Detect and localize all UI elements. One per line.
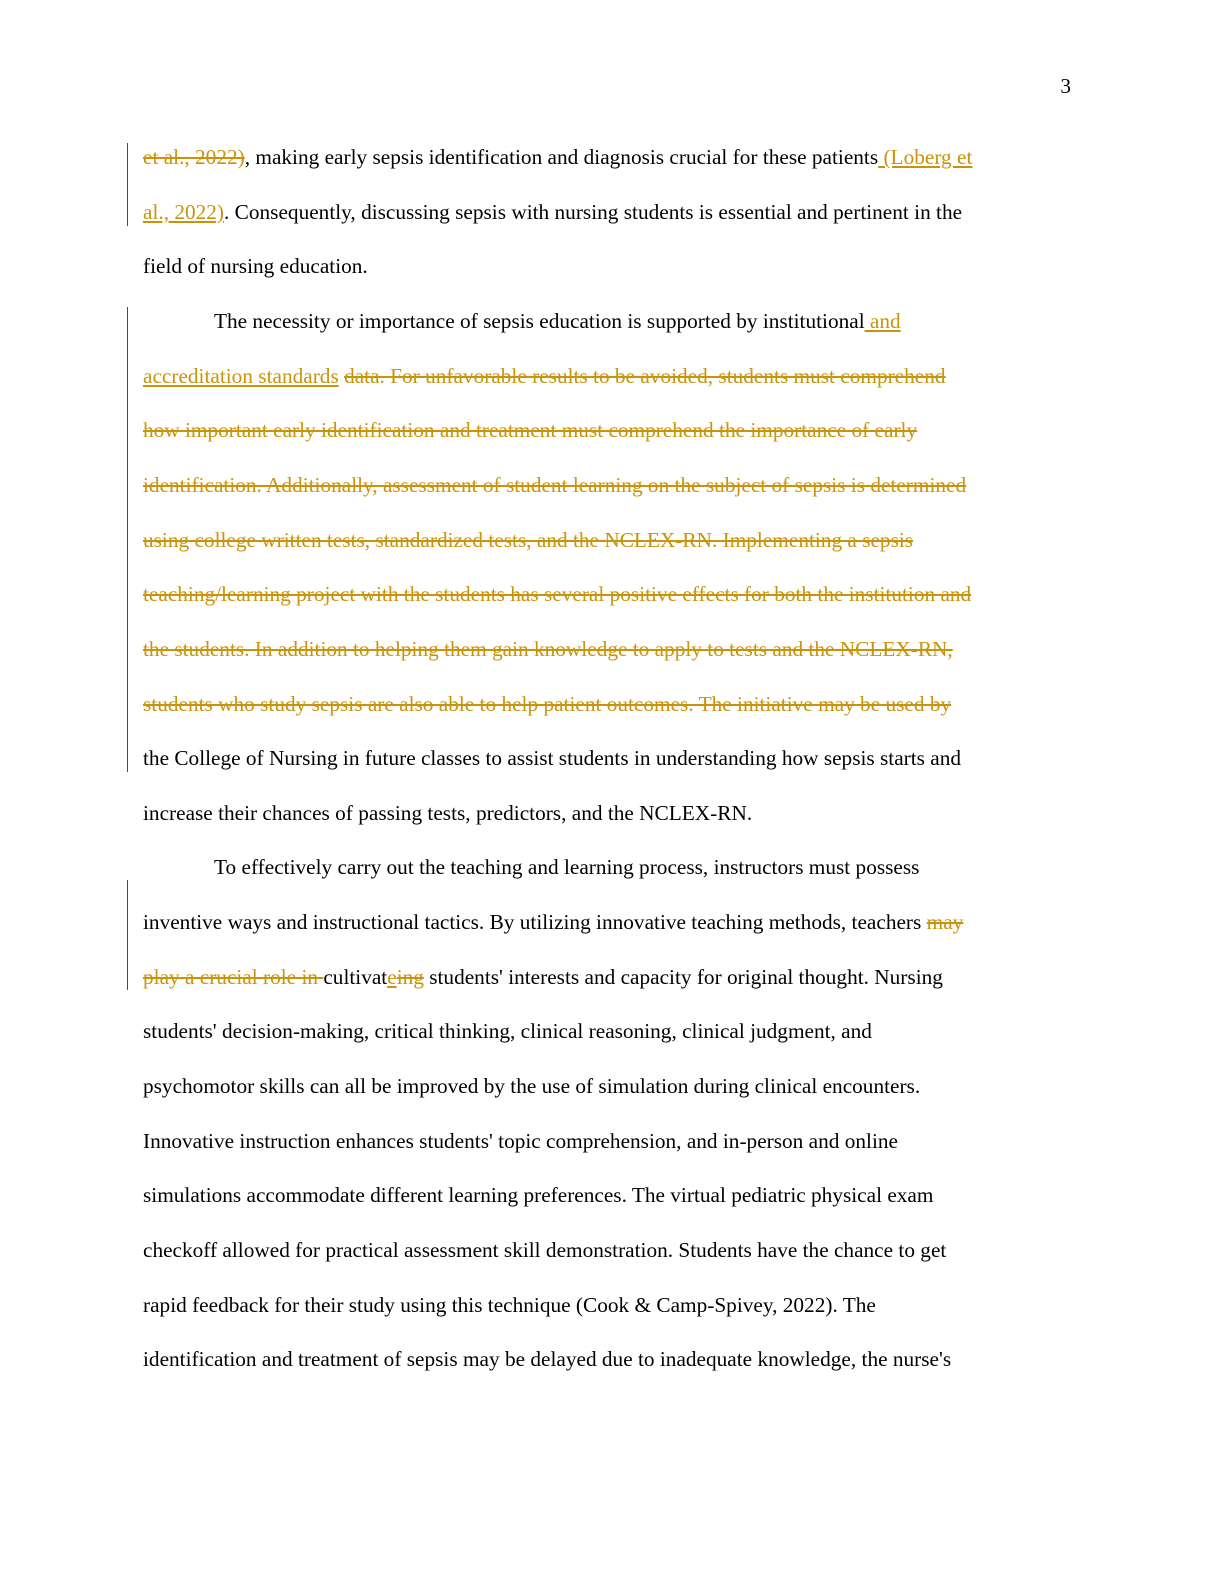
text-run: inventive ways and instructional tactics. By utilizing innovative teaching methods, teachers [143,910,927,935]
page-number: 3 [1060,74,1071,98]
text-line [143,800,752,826]
text-line [214,308,901,334]
text-run: checkoff allowed for practical assessment skill demonstration. Students have the chance to get [143,1238,947,1262]
deleted-text: play a crucial role in [143,964,324,989]
text-line [143,472,966,498]
inserted-text: e [387,964,397,989]
text-line [143,636,953,662]
inserted-text: and [864,308,901,333]
text-line [143,1182,933,1208]
deleted-text: identification. Additionally, assessment of student learning on the subject of sepsis is determined [143,472,967,497]
deleted-text: data. For unfavorable results to be avoided, students must comprehend [344,363,946,388]
change-bar [127,143,128,226]
text-line [143,691,951,717]
text-run: simulations accommodate different learning preferences. The virtual pediatric physical exam [143,1183,934,1208]
text-run: rapid feedback for their study using this technique (Cook & Camp-Spivey, 2022). The [143,1292,876,1317]
text-line [143,253,368,279]
deleted-text: may [926,910,964,935]
text-run: increase their chances of passing tests, predictors, and the NCLEX-RN. [143,800,753,825]
change-bar [127,880,128,990]
text-run: the College of Nursing in future classes to assist students in understanding how sepsis starts and [143,746,962,771]
text-line [143,144,972,170]
text-line [143,527,913,553]
text-run: . Consequently, discussing sepsis with nursing students is essential and pertinent in the [224,199,963,224]
text-line [143,964,943,990]
deleted-text: students who study sepsis are also able to help patient outcomes. The initiative may be used by [143,691,952,716]
text-line [143,363,946,389]
text-run: , making early sepsis identification and diagnosis crucial for these patients [244,145,879,169]
text-line [214,854,919,880]
text-line [143,1346,951,1372]
text-run: identification and treatment of sepsis may be delayed due to inadequate knowledge, the nurse's [143,1347,952,1372]
text-run: To effectively carry out the teaching and learning process, instructors must possess [214,855,920,880]
inserted-text: (Loberg et [878,145,973,169]
text-run: The necessity or importance of sepsis education is supported by institutional [214,308,865,333]
deleted-text: using college written tests, standardized tests, and the NCLEX-RN. Implementing a sepsis [143,527,914,552]
text-line [143,199,962,225]
text-run: students' decision-making, critical thinking, clinical reasoning, clinical judgment, and [143,1019,872,1044]
text-line [143,1018,872,1044]
text-line [143,581,971,607]
text-run: cultivat [323,964,388,989]
text-run: students' interests and capacity for original thought. Nursing [423,964,943,989]
deleted-text: ing [396,964,424,989]
deleted-text: et al., 2022) [143,145,245,169]
deleted-text: teaching/learning project with the students has several positive effects for both the institution and [143,582,972,607]
text-run: field of nursing education. [143,254,368,279]
text-run: psychomotor skills can all be improved by the use of simulation during clinical encounters. [143,1074,921,1099]
change-bar [127,307,128,772]
deleted-text: the students. In addition to helping them gain knowledge to apply to tests and the NCLEX-RN, [143,636,953,661]
text-line [143,417,917,443]
text-line [143,1128,898,1154]
text-line [143,909,963,935]
text-line [143,1292,876,1318]
deleted-text: how important early identification and treatment must comprehend the importance of early [143,418,918,443]
text-run: Innovative instruction enhances students' topic comprehension, and in-person and online [143,1128,898,1153]
inserted-text: accreditation standards [143,363,339,388]
inserted-text: al., 2022) [143,199,225,224]
text-line [143,1237,946,1263]
text-line [143,1073,920,1099]
text-line [143,745,961,771]
